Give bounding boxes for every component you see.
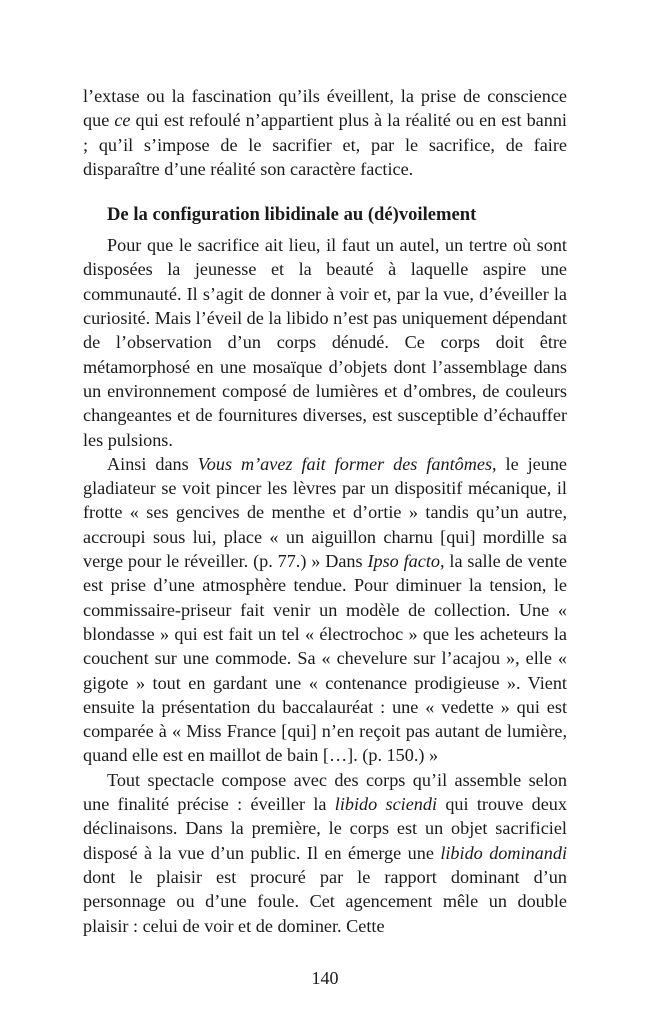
text-run: , le jeune gladiateur se voit pincer les lèvres par un dispositif mécanique, il frotte « ses gencives de menthe et d’ortie » tandis qu’un autre, accroupi sous lui, place « un aiguillon charnu [qui] mordille sa verge pour le réveiller. (p. 77.) » Dans: [83, 453, 568, 572]
paragraph-2: [83, 452, 567, 768]
latin-term: libido dominandi: [440, 842, 567, 863]
opening-paragraph: [83, 84, 567, 181]
latin-term: libido sciendi: [334, 794, 438, 815]
section-heading: De la configuration libidinale au (dé)voilement: [107, 204, 477, 226]
text-run: l’extase ou la fascination qu’ils éveillent, la prise de conscience que: [83, 86, 567, 131]
text-run: qui trouve deux déclinaisons. Dans la première, le corps est un objet sacrificiel disposé à la vue d’un public. Il en émerge une: [83, 794, 567, 863]
book-title: Ipso facto: [367, 551, 440, 572]
text-run: Ainsi dans: [107, 453, 198, 474]
text-run: Tout spectacle compose avec des corps qu’il assemble selon une finalité précise : éveiller la: [83, 769, 567, 815]
book-title: Vous m’avez fait former des fantômes: [197, 453, 493, 474]
text-run: , la salle de vente est prise d’une atmosphère tendue. Pour diminuer la tension, le commissaire-priseur fait venir un modèle de collection. Une « blondasse » qui est fait un tel « électrochoc » que les acheteurs la couchent sur une commode. Sa « chevelure sur l’acajou », elle « gigote » tout en gardant une « contenance prodigieuse ». Vient ensuite la présentation du baccalauréat : une « vedette » qui est comparée à « Miss France [qui] n’en reçoit pas autant de lumière, quand elle est en maillot de bain […]. (p. 150.) »: [83, 551, 567, 766]
italic-word: ce: [114, 110, 131, 131]
text-run: qui est refoulé n’appartient plus à la réalité ou en est banni ; qu’il s’impose de le sacrifier et, par le sacrifice, de faire disparaître d’une réalité son caractère factice.: [83, 110, 567, 179]
text-run: dont le plaisir est procuré par le rapport dominant d’un personnage ou d’une foule. Cet agencement mêle un double plaisir : celui de voir et de dominer. Cette: [83, 866, 567, 936]
paragraph-1: Pour que le sacrifice ait lieu, il faut un autel, un tertre où sont disposées la jeunesse et la beauté à laquelle aspire une communauté. Il s’agit de donner à voir et, par la vue, d’éveiller la curiosité. Mais l’éveil de la libido n’est pas uniquement dépendant de l’observation d’un corps dénudé. Ce corps doit être métamorphosé en une mosaïque d’objets dont l’assemblage dans un environnement composé de lumières et d’ombres, de couleurs changeantes et de fournitures diverses, est susceptible d’échauffer les pulsions.: [83, 235, 567, 450]
page-number: 140: [311, 968, 339, 988]
paragraph-3: [83, 768, 567, 938]
page-body: [83, 84, 567, 938]
